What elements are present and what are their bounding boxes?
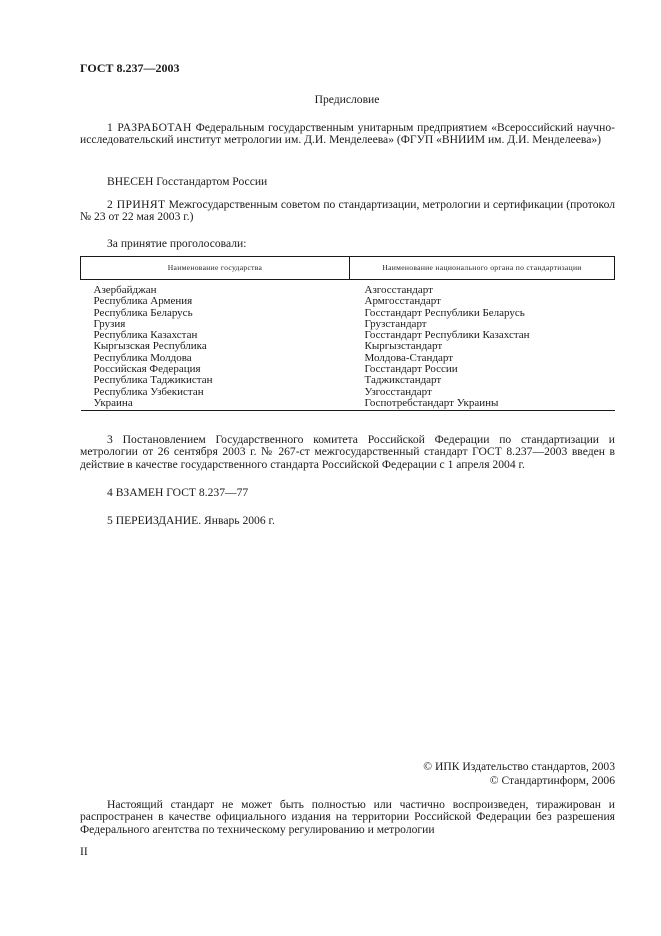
- body-list: [350, 280, 615, 411]
- paragraph-introduced: ВНЕСЕН Госстандартом России: [107, 175, 268, 188]
- list-item: Кыргызстандарт: [364, 340, 443, 353]
- paragraph-developed-text: Федеральным государственным унитарным предприятием «Всероссийский научно-исследовательский институт метрологии им. Д.И. Менделеева» (ФГУП «ВНИИМ им. Д.И. Менделеева»): [80, 121, 615, 147]
- list-item: Республика Армения: [93, 295, 193, 308]
- list-item: Госстандарт Республики Беларусь: [364, 306, 525, 319]
- paragraph-decree: 3 Постановлением Государственного комитета Российской Федерации по стандартизации и метрологии от 26 сентября 2003 г. № 267-ст межгосударственный стандарт ГОСТ 8.237—2003 введен в действие в качестве государственного стандарта Российской Федерации с 1 апреля 2004 г.: [80, 433, 615, 471]
- list-item: Грузия: [93, 317, 126, 330]
- voting-table: [80, 256, 615, 411]
- list-item: Госпотребстандарт Украины: [364, 396, 499, 409]
- table-header-row: [81, 257, 615, 280]
- copyright-line: © Стандартинформ, 2006: [489, 774, 615, 787]
- list-item: Республика Узбекистан: [93, 385, 204, 398]
- list-item: Кыргызская Республика: [93, 340, 207, 353]
- list-item: Госстандарт России: [364, 363, 458, 376]
- paragraph-replaces: 4 ВЗАМЕН ГОСТ 8.237—77: [107, 486, 249, 499]
- table-header-body: Наименование национального органа по стандартизации: [350, 257, 615, 280]
- list-item: Республика Молдова: [93, 351, 192, 364]
- list-item: Госстандарт Республики Казахстан: [364, 329, 530, 342]
- table-header-state: Наименование государства: [81, 257, 350, 280]
- page-number: II: [80, 845, 88, 858]
- list-item: Республика Беларусь: [93, 306, 193, 319]
- paragraph-adopted-lead: 2 ПРИНЯТ: [107, 198, 166, 211]
- list-item: Узгосстандарт: [364, 385, 432, 398]
- paragraph-reissue: 5 ПЕРЕИЗДАНИЕ. Январь 2006 г.: [107, 514, 275, 527]
- table-row: [81, 280, 615, 411]
- copyright-block: [423, 760, 615, 788]
- list-item: Азгосстандарт: [364, 284, 433, 296]
- list-item: Таджикстандарт: [364, 374, 442, 387]
- reproduction-notice: Настоящий стандарт не может быть полностью или частично воспроизведен, тиражирован и распространен в качестве официального издания на территории Российской Федерации без разрешения Федерального агентства по техническому регулированию и метрологии: [80, 798, 615, 836]
- section-title: Предисловие: [314, 93, 380, 106]
- list-item: Украина: [93, 396, 133, 409]
- list-item: Республика Таджикистан: [93, 374, 213, 387]
- list-item: Грузстандарт: [364, 317, 427, 330]
- list-item: Армгосстандарт: [364, 295, 441, 308]
- list-item: Молдова-Стандарт: [364, 351, 454, 364]
- list-item: Российская Федерация: [93, 363, 201, 376]
- voted-caption: За принятие проголосовали:: [107, 237, 247, 250]
- paragraph-adopted: [80, 199, 615, 224]
- document-id: ГОСТ 8.237—2003: [80, 61, 180, 75]
- paragraph-developed: [80, 122, 615, 147]
- paragraph-adopted-text: Межгосударственным советом по стандартизации, метрологии и сертификации (протокол № 23 от 22 мая 2003 г.): [80, 198, 615, 224]
- state-list: [81, 280, 350, 411]
- list-item: Республика Казахстан: [93, 329, 198, 342]
- paragraph-developed-lead: 1 РАЗРАБОТАН: [107, 121, 192, 134]
- copyright-line: © ИПК Издательство стандартов, 2003: [423, 760, 615, 773]
- list-item: Азербайджан: [93, 284, 157, 296]
